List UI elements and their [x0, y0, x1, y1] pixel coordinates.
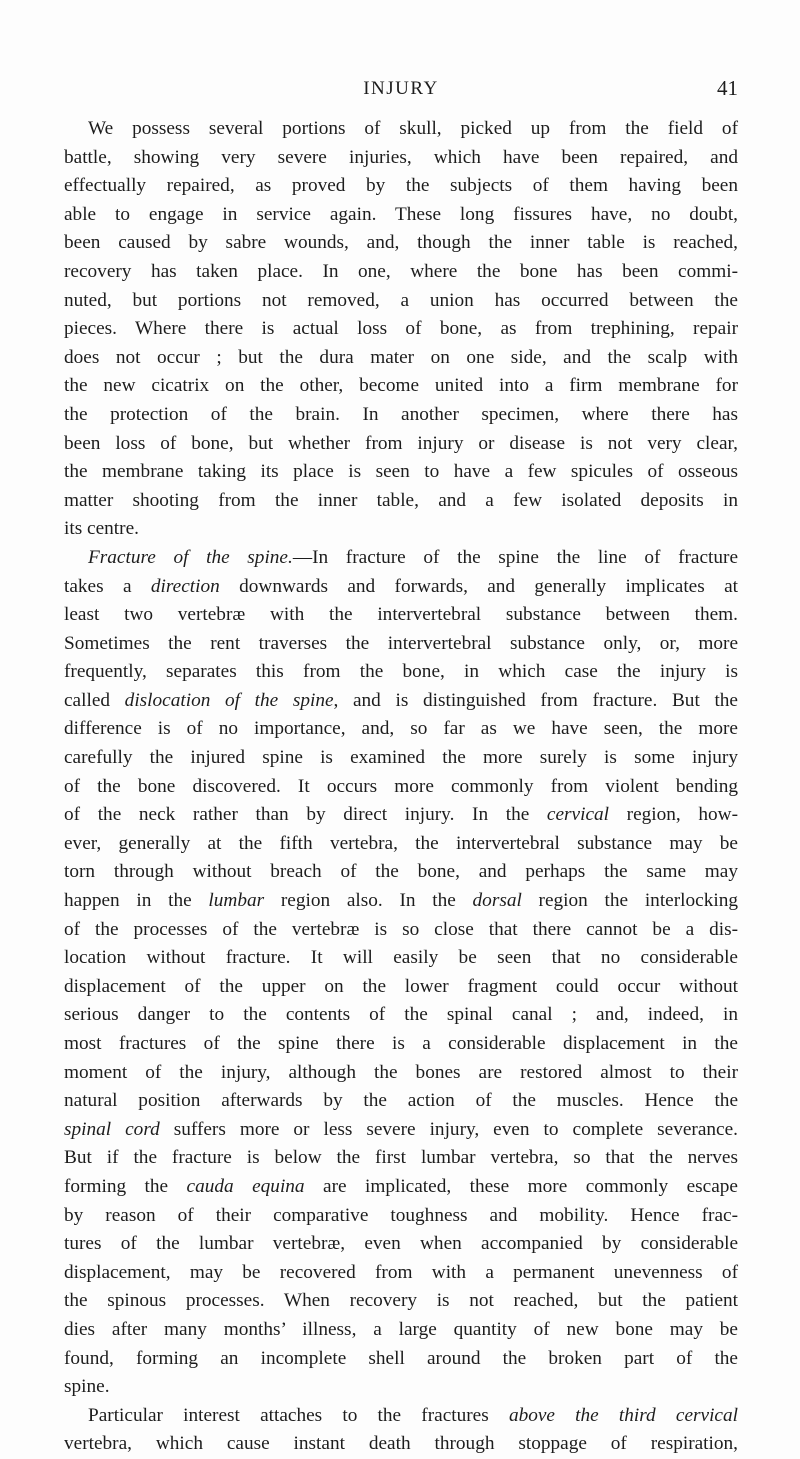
text-run: displacement, may be recovered from with a permanent unevenness of — [64, 1261, 738, 1283]
text-run: moment of the injury, although the bones are restored almost to their — [64, 1061, 738, 1083]
text-line — [64, 344, 738, 373]
text-run: least two vertebræ with the intervertebral substance between them. — [64, 604, 738, 626]
text-run: suffers more or less severe injury, even to complete severance. — [159, 1118, 738, 1140]
text-run: called — [64, 689, 125, 711]
text-run: nuted, but portions not removed, a union has occurred between the — [64, 289, 738, 311]
text-line — [64, 430, 738, 459]
text-line — [64, 830, 738, 859]
text-line — [64, 1316, 738, 1345]
text-run: battle, showing very severe injuries, which have been repaired, and — [64, 146, 738, 168]
text-line — [64, 544, 738, 573]
text-line — [64, 1430, 738, 1459]
text-line — [64, 258, 738, 287]
page-number: 41 — [717, 76, 738, 100]
text-run: But if the fracture is below the first lumbar vertebra, so that the nerves — [64, 1147, 738, 1169]
italic-run: Fracture of the spine. — [88, 546, 293, 568]
paragraph — [64, 1402, 738, 1459]
paragraph — [64, 544, 738, 1402]
text-line — [64, 658, 738, 687]
text-run: serious danger to the contents of the spinal canal ; and, indeed, in — [64, 1004, 738, 1026]
text-run: effectually repaired, as proved by the subjects of them having been — [64, 175, 738, 197]
text-run: its centre. — [64, 518, 139, 540]
text-line — [64, 916, 738, 945]
text-line — [64, 201, 738, 230]
text-line — [64, 458, 738, 487]
text-line — [64, 573, 738, 602]
text-line — [64, 1202, 738, 1231]
text-run: , and is distinguished from fracture. But the — [333, 689, 738, 711]
text-line — [64, 1373, 738, 1402]
text-line — [64, 1059, 738, 1088]
text-line — [64, 944, 738, 973]
text-line — [64, 287, 738, 316]
text-run: spine. — [64, 1376, 110, 1398]
italic-run: spinal cord — [64, 1118, 160, 1140]
text-run: ever, generally at the fifth vertebra, the intervertebral substance may be — [64, 832, 738, 854]
running-title: INJURY — [363, 78, 439, 99]
text-line — [64, 1287, 738, 1316]
italic-run: cauda equina — [186, 1175, 305, 1197]
text-line — [64, 1144, 738, 1173]
text-line — [64, 1259, 738, 1288]
italic-run: direction — [150, 575, 220, 597]
text-run: region, how- — [609, 804, 738, 826]
text-run: does not occur ; but the dura mater on one side, and the scalp with — [64, 346, 738, 368]
text-line — [64, 601, 738, 630]
text-run: recovery has taken place. In one, where the bone has been commi- — [64, 260, 738, 282]
text-run: able to engage in service again. These long fissures have, no doubt, — [64, 203, 738, 225]
text-line — [64, 372, 738, 401]
text-run: of the neck rather than by direct injury. In the — [64, 804, 547, 826]
text-run: the protection of the brain. In another specimen, where there has — [64, 403, 738, 425]
text-run: matter shooting from the inner table, and a few isolated deposits in — [64, 489, 738, 511]
text-run: takes a — [64, 575, 151, 597]
text-line — [64, 1230, 738, 1259]
text-run: —In fracture of the spine the line of fracture — [292, 546, 739, 568]
text-run: forming the — [64, 1175, 187, 1197]
text-run: carefully the injured spine is examined the more surely is some injury — [64, 747, 738, 769]
text-line — [64, 773, 738, 802]
text-line — [64, 887, 738, 916]
text-line — [64, 172, 738, 201]
text-run: are implicated, these more commonly escape — [304, 1175, 738, 1197]
text-run: downwards and forwards, and generally implicates at — [219, 575, 738, 597]
text-run: Particular interest attaches to the fractures — [88, 1404, 509, 1426]
text-run: location without fracture. It will easily be seen that no considerable — [64, 947, 738, 969]
italic-run: cervical — [546, 804, 610, 826]
text-run: pieces. Where there is actual loss of bone, as from trephining, repair — [64, 318, 738, 340]
text-line — [64, 401, 738, 430]
text-line — [64, 1402, 738, 1431]
italic-run: dorsal — [472, 890, 522, 912]
text-run: the spinous processes. When recovery is not reached, but the patient — [64, 1290, 738, 1312]
italic-run: above the third cervical — [508, 1404, 738, 1426]
text-run: natural position afterwards by the action of the muscles. Hence the — [64, 1090, 738, 1112]
text-line — [64, 1001, 738, 1030]
text-run: been caused by sabre wounds, and, though the inner table is reached, — [64, 232, 738, 254]
paragraph — [64, 115, 738, 544]
text-run: tures of the lumbar vertebræ, even when accompanied by considerable — [64, 1233, 738, 1255]
text-line — [64, 1345, 738, 1374]
body-text — [64, 115, 738, 1459]
text-run: region also. In the — [264, 890, 473, 912]
text-run: region the interlocking — [521, 890, 738, 912]
text-line — [64, 1030, 738, 1059]
text-run: difference is of no importance, and, so far as we have seen, the more — [64, 718, 738, 740]
italic-run: lumbar — [208, 890, 265, 912]
text-line — [64, 487, 738, 516]
text-line — [64, 515, 738, 544]
text-run: of the processes of the vertebræ is so close that there cannot be a dis- — [64, 918, 738, 940]
text-run: the membrane taking its place is seen to have a few spicules of osseous — [64, 461, 738, 483]
text-run: the new cicatrix on the other, become united into a firm membrane for — [64, 375, 738, 397]
italic-run: dislocation of the spine — [124, 689, 334, 711]
text-run: vertebra, which cause instant death through stoppage of respiration, — [64, 1433, 738, 1455]
text-run: torn through without breach of the bone, and perhaps the same may — [64, 861, 738, 883]
text-line — [64, 801, 738, 830]
text-run: dies after many months’ illness, a large quantity of new bone may be — [64, 1318, 738, 1340]
text-run: by reason of their comparative toughness and mobility. Hence frac- — [64, 1204, 738, 1226]
text-line — [64, 973, 738, 1002]
text-line — [64, 115, 738, 144]
text-line — [64, 858, 738, 887]
running-head — [64, 72, 738, 102]
text-run: displacement of the upper on the lower fragment could occur without — [64, 975, 738, 997]
text-run: been loss of bone, but whether from injury or disease is not very clear, — [64, 432, 738, 454]
text-run: found, forming an incomplete shell around the broken part of the — [64, 1347, 738, 1369]
text-line — [64, 229, 738, 258]
text-run: We possess several portions of skull, picked up from the field of — [88, 118, 738, 139]
text-run: Sometimes the rent traverses the intervertebral substance only, or, more — [64, 632, 738, 654]
text-line — [64, 1173, 738, 1202]
text-run: most fractures of the spine there is a considerable displacement in the — [64, 1033, 738, 1054]
text-run: of the bone discovered. It occurs more commonly from violent bending — [64, 775, 738, 797]
text-run: frequently, separates this from the bone, in which case the injury is — [64, 661, 738, 683]
text-line — [64, 315, 738, 344]
text-line — [64, 144, 738, 173]
text-line — [64, 1087, 738, 1116]
text-line — [64, 715, 738, 744]
text-line — [64, 687, 738, 716]
text-line — [64, 744, 738, 773]
text-run: happen in the — [64, 890, 209, 912]
text-line — [64, 630, 738, 659]
text-line — [64, 1116, 738, 1145]
